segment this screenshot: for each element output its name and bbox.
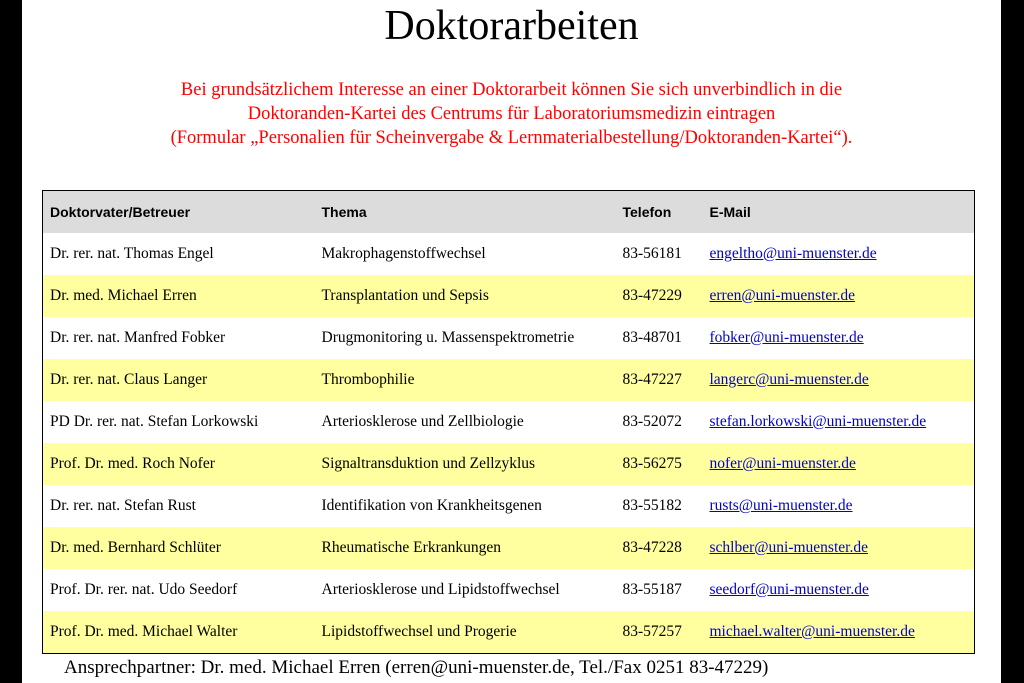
cell-supervisor: Dr. rer. nat. Thomas Engel bbox=[43, 233, 315, 275]
email-link[interactable]: nofer@uni-muenster.de bbox=[709, 455, 856, 472]
cell-supervisor: Dr. rer. nat. Manfred Fobker bbox=[43, 317, 315, 359]
table-row bbox=[43, 275, 975, 317]
cell-topic: Drugmonitoring u. Massenspektrometrie bbox=[315, 317, 616, 359]
cell-topic: Identifikation von Krankheitsgenen bbox=[315, 485, 616, 527]
table-row bbox=[43, 233, 975, 275]
intro-line-2: Doktoranden-Kartei des Centrums für Laboratoriumsmedizin eintragen bbox=[247, 104, 776, 124]
cell-email bbox=[703, 569, 975, 611]
cell-email bbox=[703, 275, 975, 317]
table-row bbox=[43, 317, 975, 359]
cell-topic: Signaltransduktion und Zellzyklus bbox=[315, 443, 616, 485]
header-supervisor: Doktorvater/Betreuer bbox=[43, 191, 315, 234]
intro-line-3: (Formular „Personalien für Scheinvergabe & Lernmaterialbestellung/Doktoranden-Kartei“). bbox=[170, 128, 853, 148]
cell-email bbox=[703, 317, 975, 359]
email-link[interactable]: langerc@uni-muenster.de bbox=[709, 371, 869, 388]
cell-topic: Makrophagenstoffwechsel bbox=[315, 233, 616, 275]
header-topic: Thema bbox=[315, 191, 616, 234]
intro-text bbox=[22, 78, 1001, 150]
cell-topic: Arteriosklerose und Zellbiologie bbox=[315, 401, 616, 443]
cell-supervisor: Dr. rer. nat. Claus Langer bbox=[43, 359, 315, 401]
email-link[interactable]: seedorf@uni-muenster.de bbox=[709, 581, 869, 598]
cell-phone: 83-55182 bbox=[616, 485, 703, 527]
cell-email bbox=[703, 485, 975, 527]
cell-supervisor: Prof. Dr. med. Michael Walter bbox=[43, 611, 315, 654]
cell-email bbox=[703, 359, 975, 401]
cell-topic: Thrombophilie bbox=[315, 359, 616, 401]
cell-phone: 83-47228 bbox=[616, 527, 703, 569]
cell-phone: 83-52072 bbox=[616, 401, 703, 443]
cell-phone: 83-55187 bbox=[616, 569, 703, 611]
contact-footer: Ansprechpartner: Dr. med. Michael Erren (erren@uni-muenster.de, Tel./Fax 0251 83-47229) bbox=[64, 657, 769, 678]
cell-phone: 83-47227 bbox=[616, 359, 703, 401]
page-title: Doktorarbeiten bbox=[384, 3, 639, 49]
email-link[interactable]: stefan.lorkowski@uni-muenster.de bbox=[709, 413, 927, 430]
cell-topic: Arteriosklerose und Lipidstoffwechsel bbox=[315, 569, 616, 611]
header-phone: Telefon bbox=[616, 191, 703, 234]
cell-supervisor: Prof. Dr. rer. nat. Udo Seedorf bbox=[43, 569, 315, 611]
cell-phone: 83-56275 bbox=[616, 443, 703, 485]
cell-email bbox=[703, 611, 975, 654]
table-row bbox=[43, 611, 975, 654]
intro-line-1: Bei grundsätzlichem Interesse an einer Doktorarbeit können Sie sich unverbindlich in die bbox=[180, 80, 843, 100]
table-row bbox=[43, 527, 975, 569]
cell-email bbox=[703, 527, 975, 569]
supervisor-table bbox=[42, 190, 975, 654]
cell-phone: 83-47229 bbox=[616, 275, 703, 317]
table-row bbox=[43, 359, 975, 401]
cell-supervisor: Dr. med. Michael Erren bbox=[43, 275, 315, 317]
table-row bbox=[43, 485, 975, 527]
email-link[interactable]: engeltho@uni-muenster.de bbox=[709, 245, 877, 262]
cell-email bbox=[703, 233, 975, 275]
email-link[interactable]: michael.walter@uni-muenster.de bbox=[709, 623, 915, 640]
email-link[interactable]: schlber@uni-muenster.de bbox=[709, 539, 868, 556]
cell-supervisor: Dr. med. Bernhard Schlüter bbox=[43, 527, 315, 569]
cell-supervisor: Prof. Dr. med. Roch Nofer bbox=[43, 443, 315, 485]
email-link[interactable]: rusts@uni-muenster.de bbox=[709, 497, 853, 514]
cell-topic: Transplantation und Sepsis bbox=[315, 275, 616, 317]
email-link[interactable]: erren@uni-muenster.de bbox=[709, 287, 856, 304]
cell-supervisor: Dr. rer. nat. Stefan Rust bbox=[43, 485, 315, 527]
table-header-row bbox=[43, 191, 975, 234]
cell-phone: 83-56181 bbox=[616, 233, 703, 275]
document-page bbox=[22, 0, 1001, 683]
cell-supervisor: PD Dr. rer. nat. Stefan Lorkowski bbox=[43, 401, 315, 443]
cell-phone: 83-57257 bbox=[616, 611, 703, 654]
email-link[interactable]: fobker@uni-muenster.de bbox=[709, 329, 864, 346]
cell-email bbox=[703, 401, 975, 443]
table-row bbox=[43, 443, 975, 485]
table-row bbox=[43, 569, 975, 611]
header-email: E-Mail bbox=[703, 191, 975, 234]
table-row bbox=[43, 401, 975, 443]
cell-email bbox=[703, 443, 975, 485]
cell-topic: Lipidstoffwechsel und Progerie bbox=[315, 611, 616, 654]
cell-topic: Rheumatische Erkrankungen bbox=[315, 527, 616, 569]
cell-phone: 83-48701 bbox=[616, 317, 703, 359]
